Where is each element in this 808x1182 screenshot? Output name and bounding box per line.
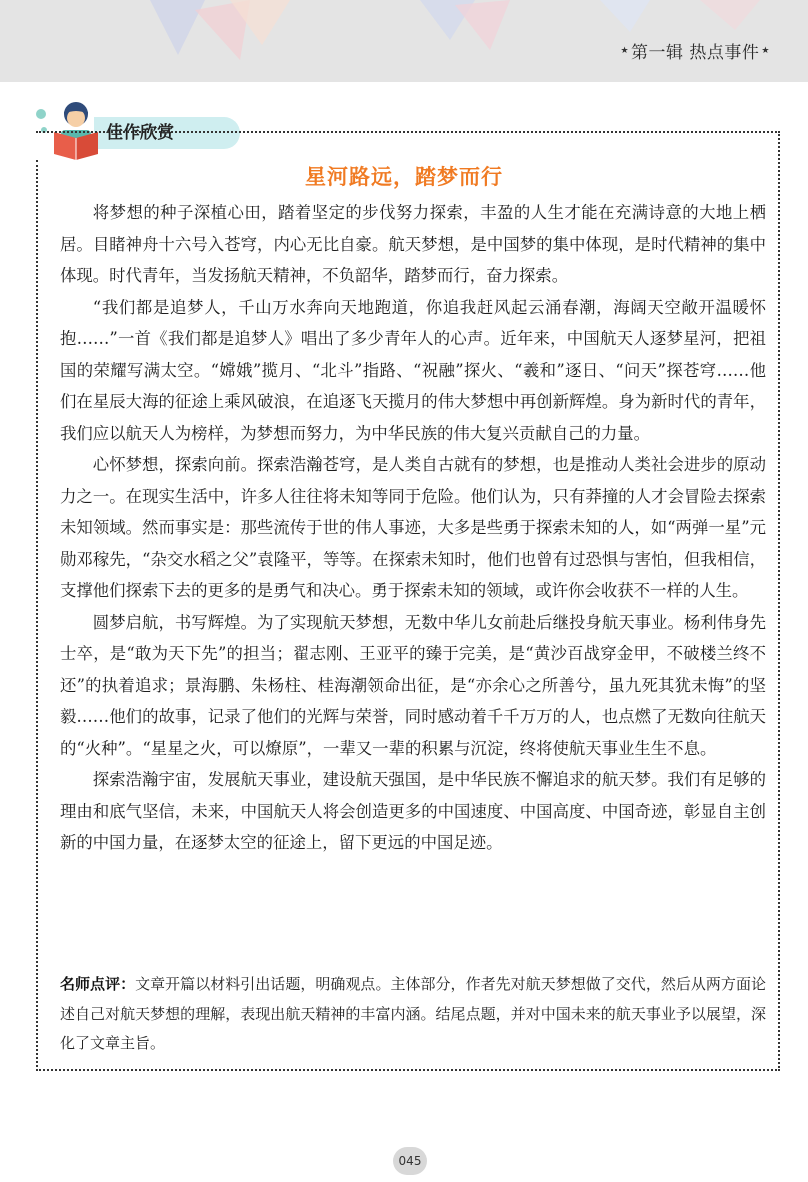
paragraph: 探索浩瀚宇宙，发展航天事业，建设航天强国，是中华民族不懈追求的航天梦。我们有足够的理由和底气坚信，未来，中国航天人将会创造更多的中国速度、中国高度、中国奇迹，彰显自主创新的中国力量，在逐梦太空的征途上，留下更远的中国足迹。 bbox=[60, 770, 766, 852]
teacher-review bbox=[60, 970, 766, 1059]
paragraph: “我们都是追梦人，千山万水奔向天地跑道，你追我赶风起云涌春潮，海阔天空敞开温暖怀抱……”一首《我们都是追梦人》唱出了多少青年人的心声。近年来，中国航天人逐梦星河，把祖国的荣耀写满太空。“嫦娥”揽月、“北斗”指路、“祝融”探火、“羲和”逐日、“问天”探苍穹……他们在星辰大海的征途上乘风破浪，在追逐飞天揽月的伟大梦想中再创新辉煌。身为新时代的青年，我们应以航天人为榜样，为梦想而努力，为中华民族的伟大复兴贡献自己的力量。 bbox=[60, 297, 766, 443]
paragraph: 心怀梦想，探索向前。探索浩瀚苍穹，是人类自古就有的梦想，也是推动人类社会进步的原动力之一。在现实生活中，许多人往往将未知等同于危险。他们认为，只有莽撞的人才会冒险去探索未知领域。然而事实是：那些流传于世的伟人事迹，大多是些勇于探索未知的人，如“两弹一星”元勋邓稼先，“杂交水稻之父”袁隆平，等等。在探索未知时，他们也曾有过恐惧与害怕，但我相信，支撑他们探索下去的更多的是勇气和决心。勇于探索未知的领域，或许你会收获不一样的人生。 bbox=[60, 455, 766, 600]
paragraph: 圆梦启航，书写辉煌。为了实现航天梦想，无数中华儿女前赴后继投身航天事业。杨利伟身先士卒，是“敢为天下先”的担当；翟志刚、王亚平的臻于完美，是“黄沙百战穿金甲，不破楼兰终不还”的执着追求；景海鹏、朱杨柱、桂海潮领命出征，是“亦余心之所善兮，虽九死其犹未悔”的坚毅……他们的故事，记录了他们的光辉与荣誉，同时感动着千千万万的人，也点燃了无数向往航天的“火种”。“星星之火，可以燎原”，一辈又一辈的积累与沉淀，终将使航天事业生生不息。 bbox=[60, 612, 766, 758]
article-frame-left-border bbox=[36, 160, 38, 1071]
header-band bbox=[0, 0, 808, 82]
star-icon: ★ bbox=[620, 45, 630, 56]
article-title: 星河路远，踏梦而行 bbox=[305, 165, 503, 189]
section-tab-label: 佳作欣赏 bbox=[106, 123, 174, 143]
article-body bbox=[60, 197, 766, 859]
review-text: 文章开篇以材料引出话题，明确观点。主体部分，作者先对航天梦想做了交代，然后从两方面论述自己对航天梦想的理解，表现出航天精神的丰富内涵。结尾点题，并对中国未来的航天事业予以展望，深化了文章主旨。 bbox=[60, 975, 766, 1052]
chapter-title bbox=[620, 38, 770, 63]
page-number: 045 bbox=[393, 1147, 427, 1175]
review-label: 名师点评： bbox=[60, 975, 136, 993]
chapter-title-text: 第一辑 热点事件 bbox=[631, 43, 760, 63]
star-icon: ★ bbox=[761, 45, 770, 56]
paragraph: 将梦想的种子深植心田，踏着坚定的步伐努力探索，丰盈的人生才能在充满诗意的大地上栖居。目睹神舟十六号入苍穹，内心无比自豪。航天梦想，是中国梦的集中体现，是时代精神的集中体现。时代青年，当发扬航天精神，不负韶华，踏梦而行，奋力探索。 bbox=[60, 203, 766, 285]
